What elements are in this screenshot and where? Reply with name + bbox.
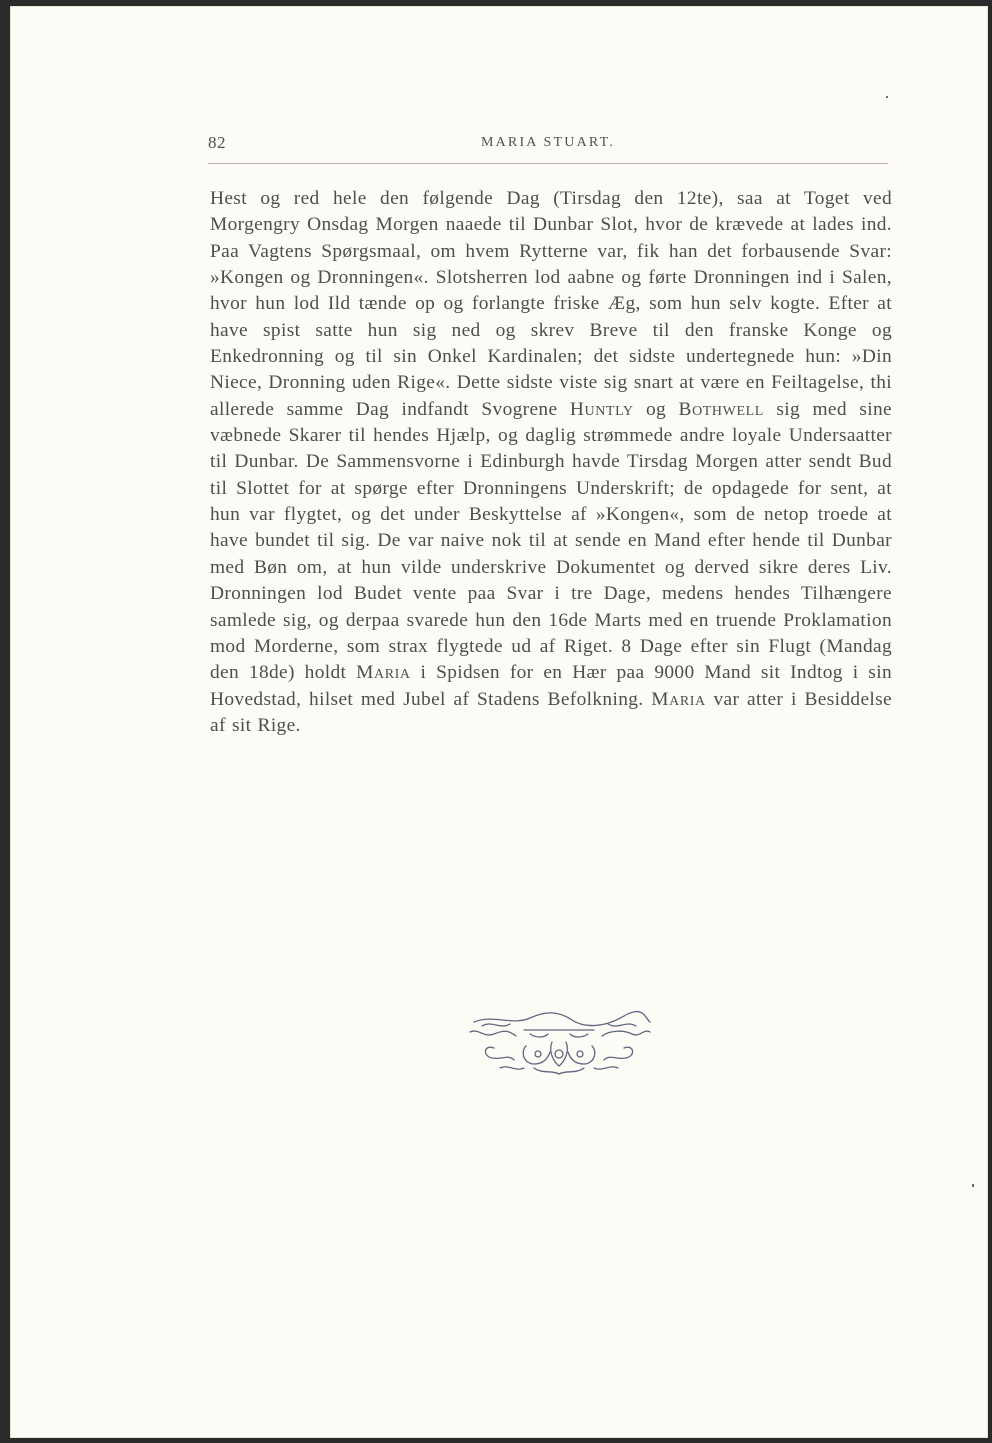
body-paragraph <box>210 186 892 739</box>
name-maria: Maria <box>651 688 706 710</box>
paper-speck <box>972 1184 974 1187</box>
text-run: sig med sine væbnede Skarer til hendes Hjælp, og daglig strømmede andre loyale Undersaatter til Dunbar. De Sammensvorne i Edinburgh havde Tirsdag Morgen atter sendt Bud til Slottet for at spørge efter Dronningens Underskrift; de opdagede for sent, at hun var flygtet, og det under Beskyttelse af »Kongen«, som de netop troede at have bundet til sig. De var naive nok til at sende en Mand efter hende til Dunbar med Bøn om, at hun vilde underskrive Dokumentet og derved sikre deres Liv. Dronningen lod Budet vente paa Svar i tre Dage, medens hendes Tilhængere samlede sig, og derpaa svarede hun den 16de Marts med en truende Proklamation mod Morderne, som strax flygtede ud af Riget. 8 Dage efter sin Flugt (Mandag den 18de) holdt <box>210 398 892 684</box>
header-rule <box>208 163 888 164</box>
name-bothwell: Bothwell <box>678 398 764 420</box>
vignette-ornament-icon <box>464 1008 654 1082</box>
text-run: Hest og red hele den følgende Dag (Tirsdag den 12te), saa at Toget ved Morgengry Onsdag Morgen naaede til Dunbar Slot, hvor de krævede at lades ind. Paa Vagtens Spørgsmaal, om hvem Rytterne var, fik han det forbausende Svar: »Kongen og Dronningen«. Slotsherren lod aabne og førte Dronningen ind i Salen, hvor hun lod Ild tænde op og forlangte friske Æg, som hun selv kogte. Efter at have spist satte hun sig ned og skrev Breve til den franske Konge og Enkedronning og til sin Onkel Kardinalen; det sidste undertegnede hun: »Din Niece, Dronning uden Rige«. Dette sidste viste sig snart at være en Feiltagelse, thi allerede samme Dag indfandt Svogrene <box>210 188 892 420</box>
text-run: i Spidsen for en Hær paa 9000 Mand sit Indtog i sin Hovedstad, hilset med Jubel af Stadens Befolkning. <box>210 662 892 710</box>
name-maria: Maria <box>356 662 411 684</box>
book-page <box>10 6 988 1438</box>
text-run: var atter i Besiddelse af sit Rige. <box>210 688 892 736</box>
text-run: og <box>633 398 679 420</box>
page-header <box>208 133 888 163</box>
page-number: 82 <box>208 133 226 152</box>
running-title: MARIA STUART. <box>480 135 616 150</box>
paper-speck <box>886 96 888 98</box>
name-huntly: Huntly <box>569 398 634 420</box>
